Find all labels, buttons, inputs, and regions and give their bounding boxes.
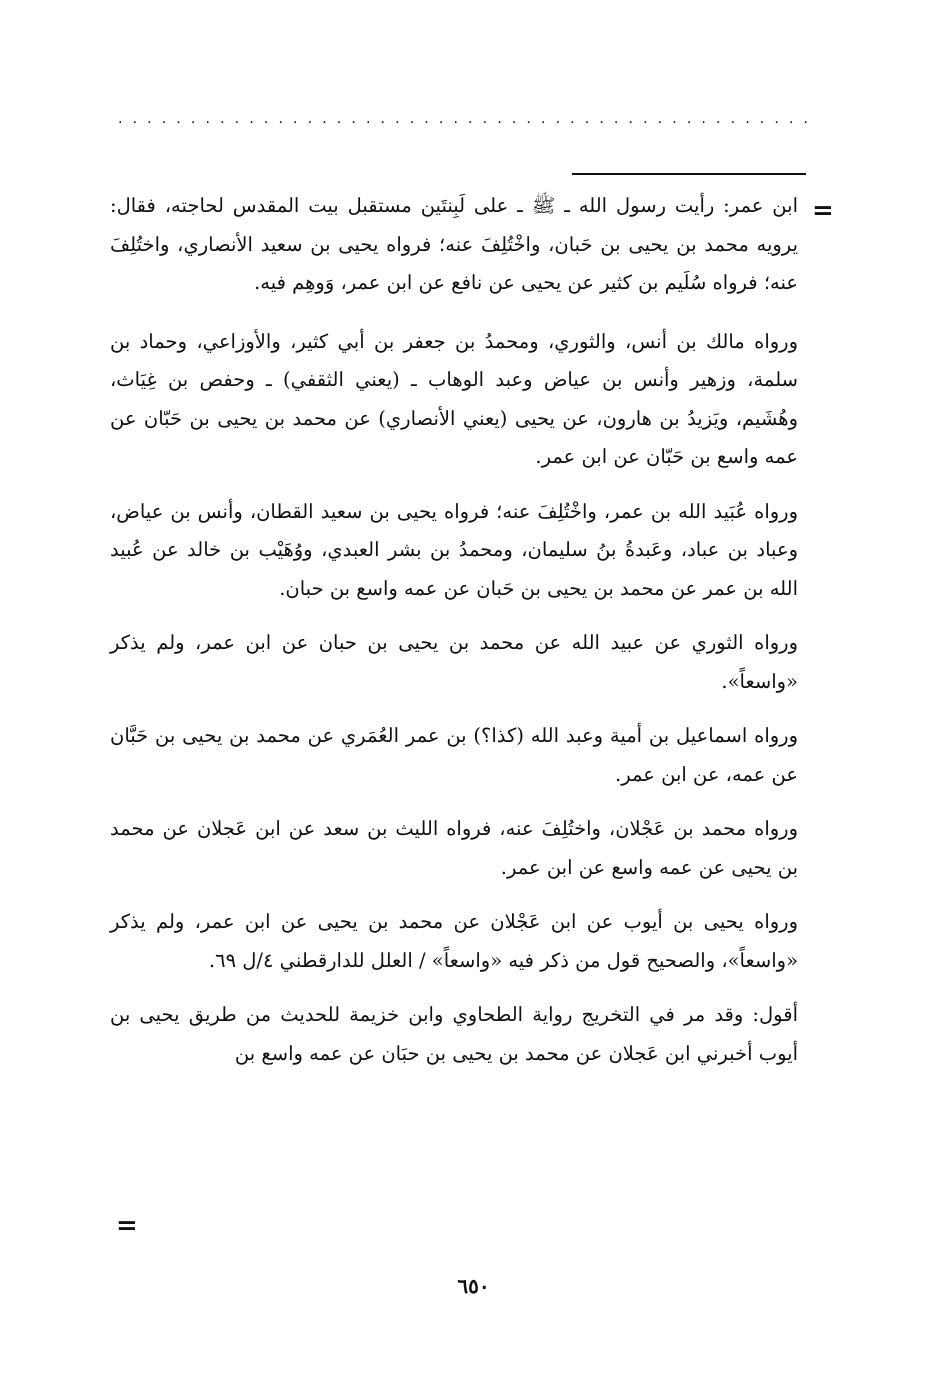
paragraph-2: ورواه مالك بن أنس، والثوري، ومحمدُ بن جعفر بن أبي كثير، والأوزاعي، وحماد بن سلمة، وزهير وأنس بن عياض وعبد الوهاب ـ (يعني الثقفي) ـ وحفص بن غِيَاث، وهُشَيم، ويَزيدُ بن هارون، عن يحيى (يعني الأنصاري) عن محمد بن يحيى بن حَبّان عن عمه واسع بن حَبّان عن ابن عمر. — [110, 329, 798, 468]
continuation-mark-bottom: = — [116, 1211, 138, 1241]
footnote-separator-rule — [572, 173, 806, 175]
paragraph-6: ورواه محمد بن عَجْلان، واختُلِفَ عنه، فرواه الليث بن سعد عن ابن عَجلان عن محمد بن يحيى عن عمه واسع عن ابن عمر. — [110, 817, 798, 879]
paragraph-7: ورواه يحيى بن أيوب عن ابن عَجْلان عن محمد بن يحيى عن ابن عمر، ولم يذكر «واسعاً»، والصحيح قول من ذكر فيه «واسعاً» / العلل للدارقطني ٤/ل ٦٩. — [110, 910, 798, 972]
page-number: ٦٥٠ — [457, 1274, 490, 1298]
paragraph-4: ورواه الثوري عن عبيد الله عن محمد بن يحيى بن حبان عن ابن عمر، ولم يذكر «واسعاً». — [110, 631, 798, 693]
footnote-text — [110, 187, 798, 1089]
paragraph-5: ورواه اسماعيل بن أمية وعبد الله (كذا؟) بن عمر العُمَري عن محمد بن يحيى بن حَبَّان عن عمه، عن ابن عمر. — [110, 724, 798, 786]
continuation-mark-top: = — [812, 196, 834, 226]
paragraph-8: أقول: وقد مر في التخريج رواية الطحاوي وابن خزيمة للحديث من طريق يحيى بن أيوب أخبرني ابن عَجلان عن محمد بن يحيى بن حبَان عن عمه واسع بن — [110, 1003, 798, 1065]
paragraph-3: ورواه عُبَيد الله بن عمر، واخْتُلِفَ عنه؛ فرواه يحيى بن سعيد القطان، وأنس بن عياض، وعباد بن عباد، وعَبدةُ بنُ سليمان، ومحمدُ بن بشر العبدي، ووُهَيْب بن خالد عن عُبيد الله بن عمر عن محمد بن يحيى بن حَبان عن عمه واسع بن حبان. — [110, 499, 798, 600]
paragraph-1: ابن عمر: رأيت رسول الله ـ ﷺ ـ على لَبِنتَين مستقبل بيت المقدس لحاجته، فقال: يرويه محمد بن يحيى بن حَبان، واخْتُلِفَ عنه؛ فرواه يحيى بن سعيد الأنصاري، واختُلِفَ عنه؛ فرواه سُلَيم بن كثير عن يحيى عن نافع عن ابن عمر، وَوهِم فيه. — [110, 194, 798, 294]
header-dotted-line: . . . . . . . . . . . . . . . . . . . . . . . . . . . . . . . . . . . . . . . . . . . . . . . . — [118, 111, 808, 127]
